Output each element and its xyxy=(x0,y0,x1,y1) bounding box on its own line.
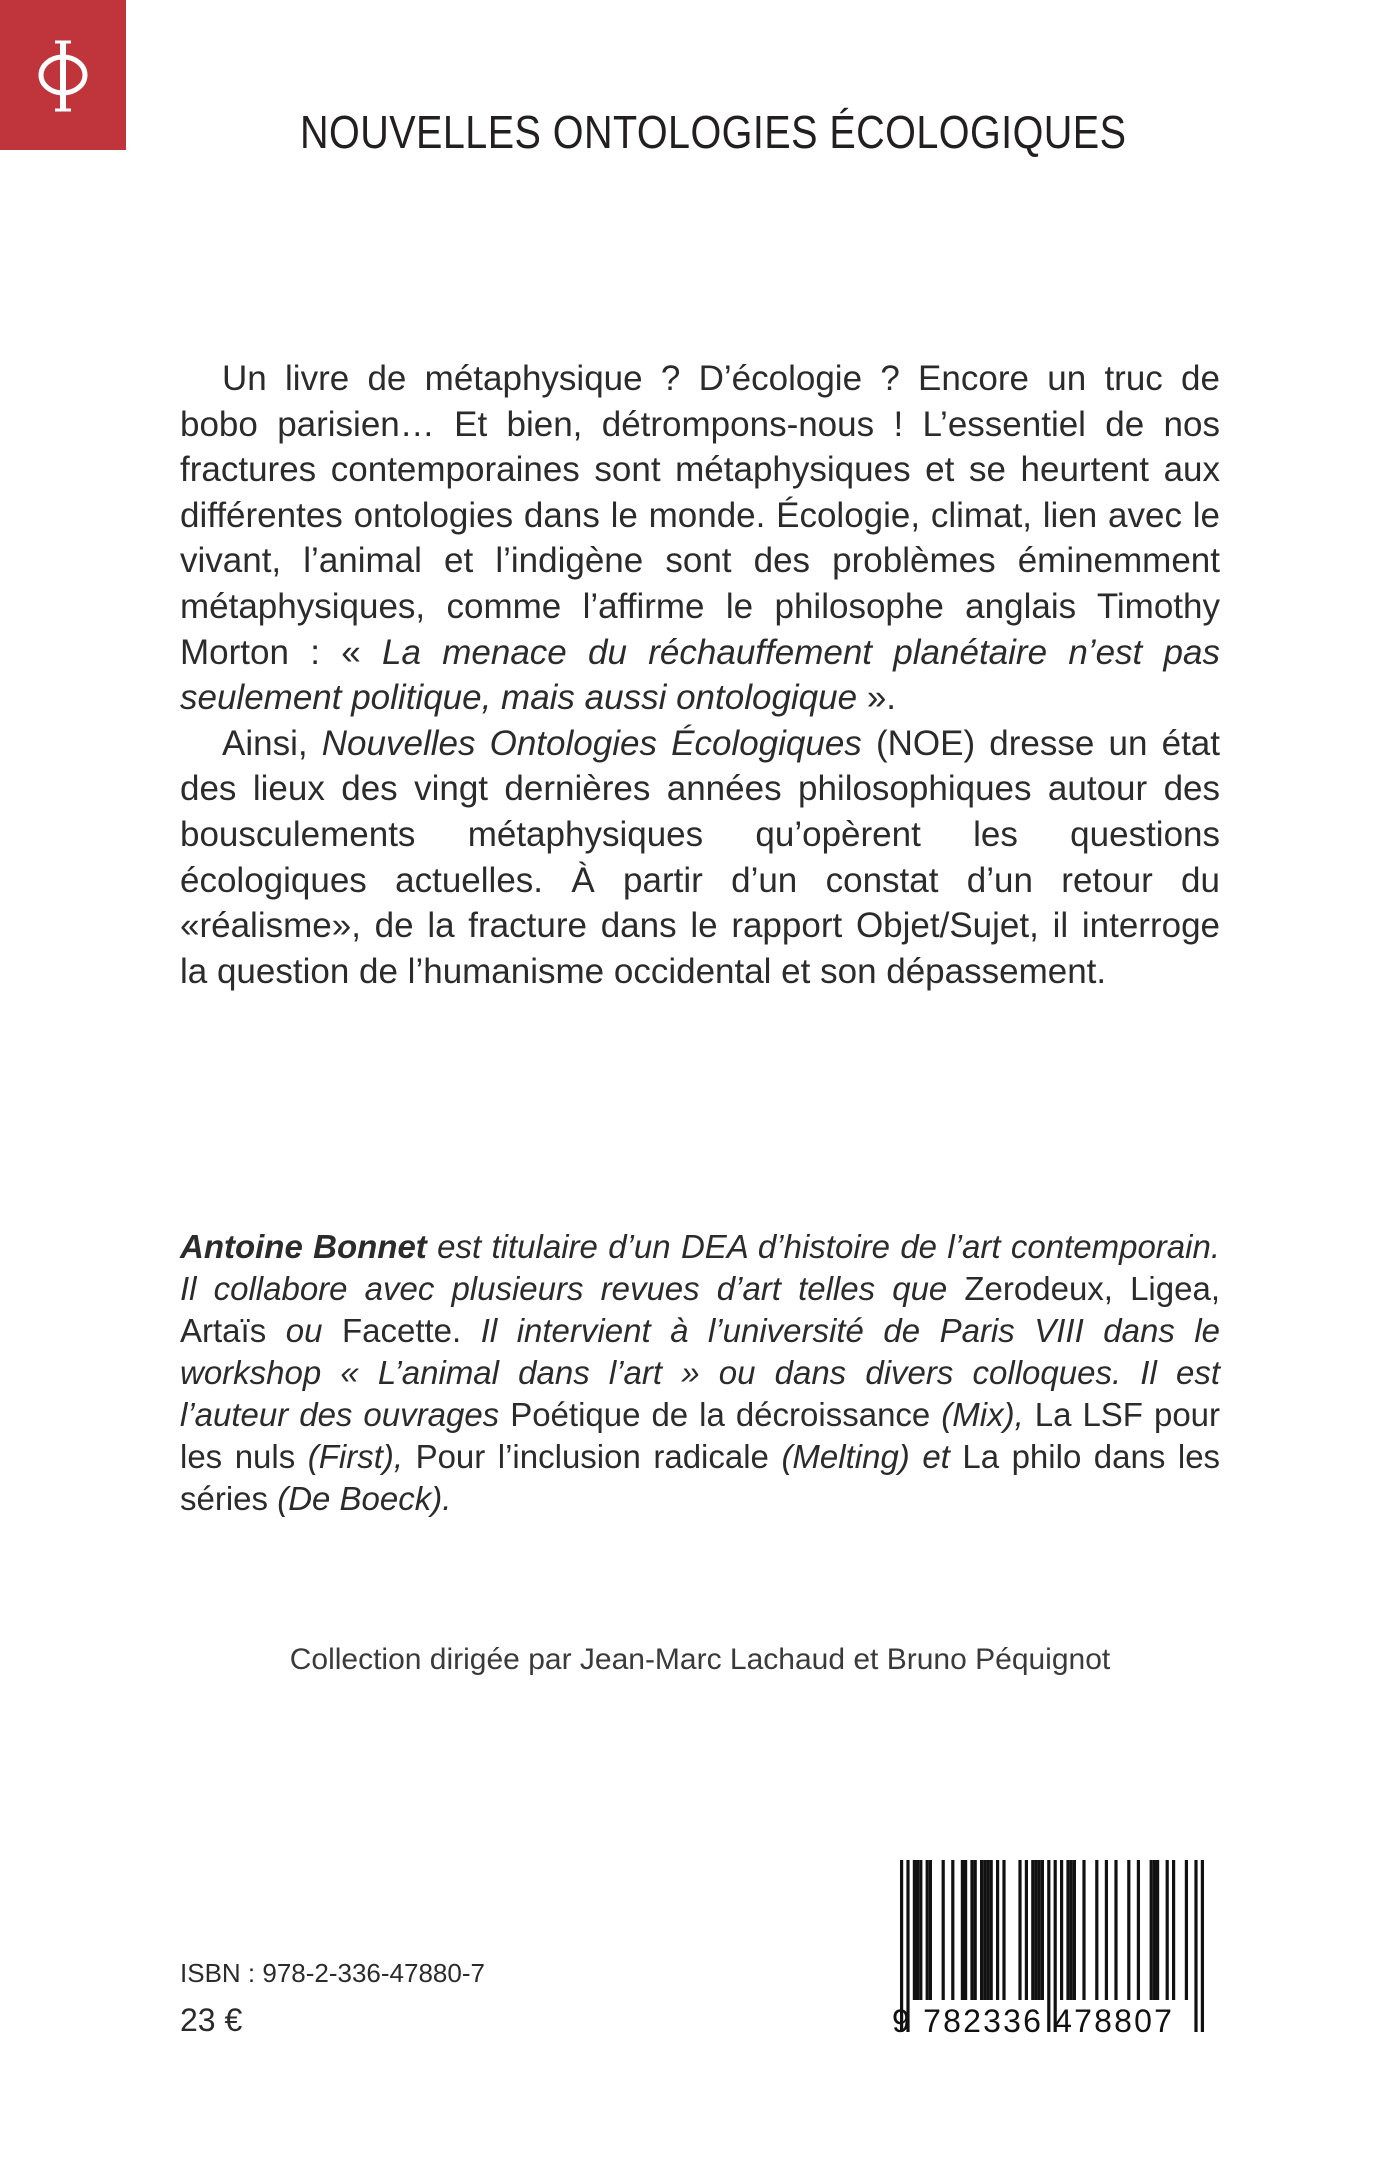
barcode-bar xyxy=(961,1860,964,2000)
blurb xyxy=(180,356,1220,994)
barcode-bar xyxy=(1038,1860,1041,2000)
bio-book: Poétique de la décroissance xyxy=(510,1396,931,1433)
author-bio xyxy=(180,1226,1220,1520)
bio-publisher: (Mix), xyxy=(941,1396,1024,1433)
barcode-bar xyxy=(1060,1860,1063,2000)
bio-publisher: (First), xyxy=(307,1438,404,1475)
barcode-bar xyxy=(1018,1860,1021,2000)
barcode-bar xyxy=(974,1860,977,2000)
phi-logo-icon xyxy=(33,32,93,118)
publisher-logo xyxy=(0,0,126,150)
barcode-bar xyxy=(1153,1860,1156,2000)
bio-publisher: (De Boeck). xyxy=(277,1480,452,1517)
barcode-bar xyxy=(1025,1860,1028,2000)
isbn: ISBN : 978-2-336-47880-7 xyxy=(180,1958,485,1988)
bio-reviews: Zerodeux, Ligea, Artaïs xyxy=(180,1270,1220,1349)
barcode-bar xyxy=(1114,1860,1117,2000)
barcode-bar xyxy=(1073,1860,1076,2000)
bio-book: La philo dans les séries xyxy=(180,1438,1221,1517)
bio-paragraph xyxy=(180,1226,1220,1520)
barcode-digits: 9 782336 478807 xyxy=(892,2003,1175,2039)
barcode-bar xyxy=(1150,1860,1153,2000)
bio-text: et xyxy=(922,1438,950,1475)
blurb-quote: La menace du réchauffement planétaire n’est pas seulement politique, mais aussi ontologique xyxy=(180,632,1220,718)
barcode-bar xyxy=(1066,1860,1069,2000)
bio-book: Pour l’inclusion radicale xyxy=(415,1438,769,1475)
barcode-bar xyxy=(980,1860,983,2000)
bio-book: La LSF pour les nuls xyxy=(180,1396,1221,1475)
barcode-bar xyxy=(1185,1860,1188,2000)
barcode-bar xyxy=(929,1860,932,2000)
blurb-paragraph-2 xyxy=(180,721,1220,995)
author-name: Antoine Bonnet xyxy=(180,1228,427,1265)
barcode-bar xyxy=(916,1860,919,2000)
barcode-bar xyxy=(1082,1860,1085,2000)
barcode-bar xyxy=(913,1860,916,2000)
bio-text: ou xyxy=(285,1312,323,1349)
bio-review: Facette. xyxy=(341,1312,462,1349)
barcode-bar xyxy=(1031,1860,1034,2000)
barcode-bar xyxy=(1034,1860,1037,2000)
blurb-quote-end: ». xyxy=(866,678,897,718)
barcode-bar xyxy=(986,1860,989,2000)
blurb-text: (NOE) dresse un état des lieux des vingt dernières années philosophiques autour des bousculements métaphysiques qu’opèrent les questions écologiques actuelles. À partir d’un constat d’un retour du «réalisme», de la fracture dans le rapport Objet/Sujet, il interroge la question de l’humanisme occidental et son dépassement. xyxy=(180,723,1220,991)
barcode-bar xyxy=(1095,1860,1098,2000)
barcode-bar xyxy=(951,1860,954,2000)
bio-text: Il intervient à l’université de Paris VIII dans le workshop « L’animal dans l’art » ou dans divers colloques. Il est l’auteur des ouvrages xyxy=(180,1312,1221,1433)
barcode-bar xyxy=(996,1860,999,2000)
barcode-bar xyxy=(942,1860,945,2000)
blurb-book-title: Nouvelles Ontologies Écologiques xyxy=(321,723,862,763)
bio-text: est titulaire d’un DEA d’histoire de l’art contemporain. Il collabore avec plusieurs revues d’art telles que xyxy=(180,1228,1220,1307)
barcode-bar xyxy=(919,1860,922,2000)
barcode-bar xyxy=(1002,1860,1005,2000)
bio-publisher: (Melting) xyxy=(781,1438,910,1475)
blurb-text: Un livre de métaphysique ? D’écologie ? Encore un truc de bobo parisien… Et bien, détrompons-nous ! L’essentiel de nos fractures contemporaines sont métaphysiques et se heurtent aux différentes ontologies dans le monde. Écologie, climat, lien avec le vivant, l’animal et l’indigène sont des problèmes éminemment métaphysiques, comme l’affirme le philosophe anglais Timothy Morton : « xyxy=(180,359,1220,672)
barcode-bar xyxy=(1172,1860,1175,2000)
barcode-bar xyxy=(1105,1860,1108,2000)
barcode-bar xyxy=(983,1860,986,2000)
barcode-bar xyxy=(990,1860,993,2000)
barcode-bar xyxy=(970,1860,973,2000)
barcode-bar xyxy=(1156,1860,1159,2000)
book-title: NOUVELLES ONTOLOGIES ÉCOLOGIQUES xyxy=(300,106,1127,158)
blurb-paragraph-1 xyxy=(180,356,1220,721)
barcode-bar xyxy=(926,1860,929,2000)
barcode-bar xyxy=(1166,1860,1169,2000)
price: 23 € xyxy=(180,2002,243,2038)
barcode-bar xyxy=(1137,1860,1140,2000)
barcode-bar xyxy=(1041,1860,1044,2000)
barcode-bar xyxy=(1127,1860,1130,2000)
collection-credit: Collection dirigée par Jean-Marc Lachaud et Bruno Péquignot xyxy=(289,1643,1111,1676)
blurb-text: Ainsi, xyxy=(222,723,308,763)
barcode-bar xyxy=(964,1860,967,2000)
barcode-bar xyxy=(1070,1860,1073,2000)
